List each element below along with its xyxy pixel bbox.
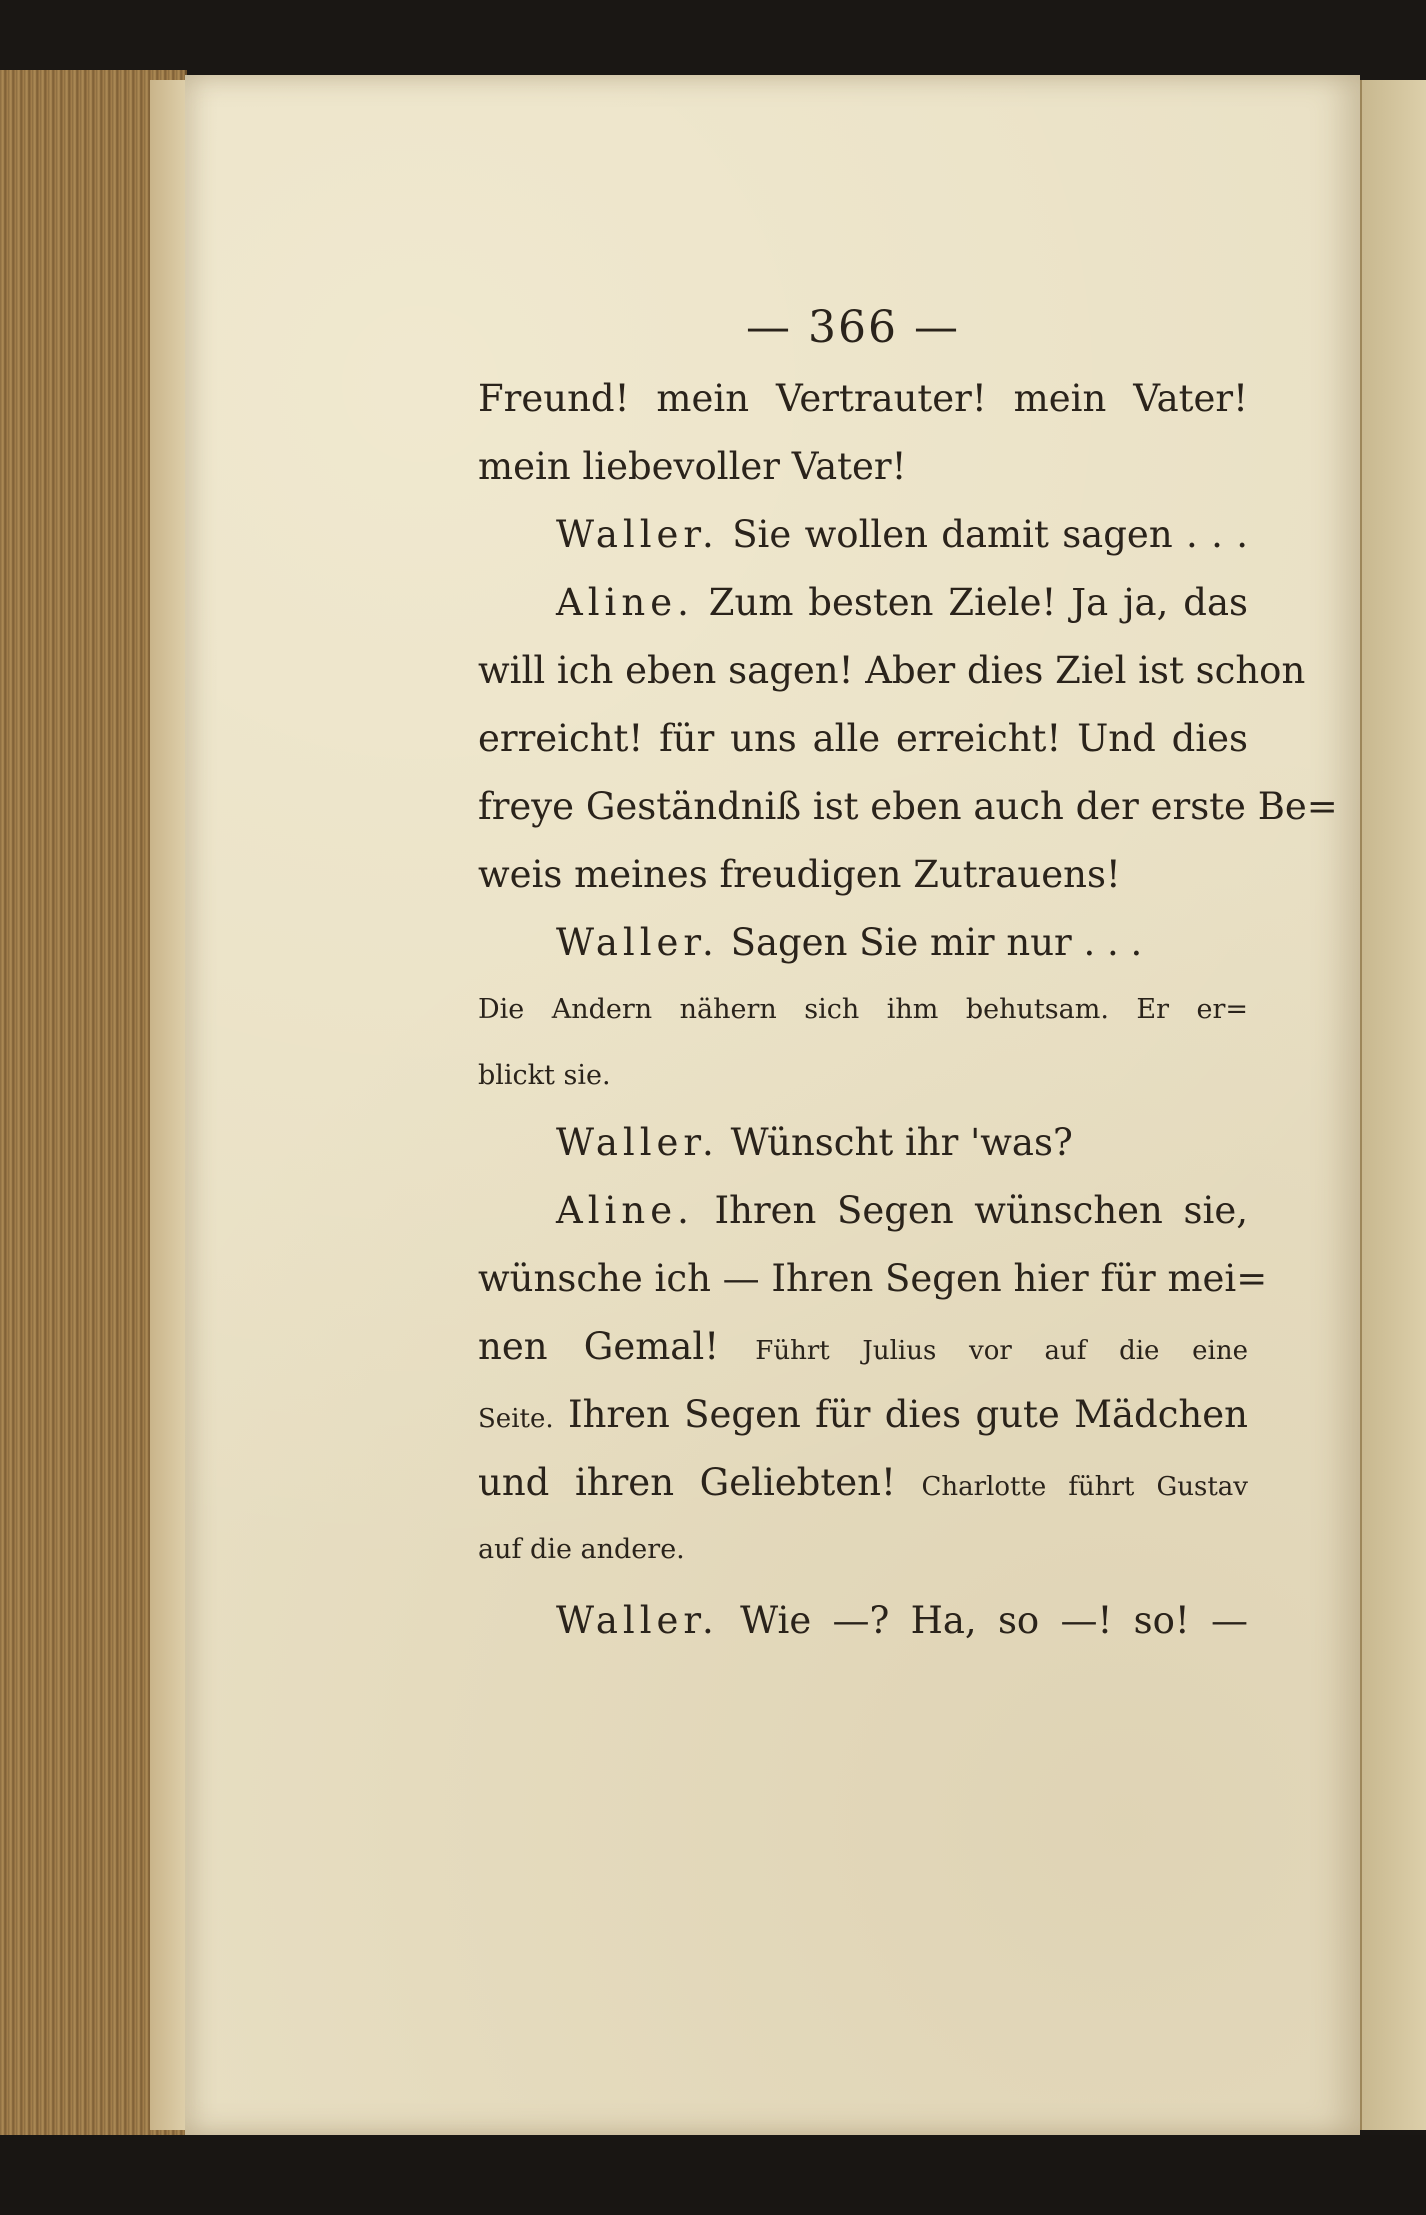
text-line-13: [478, 1177, 1248, 1245]
text-line-1: [478, 365, 1248, 433]
line-text: Sagen Sie mir nur . . .: [730, 921, 1143, 964]
text-line-6: [478, 705, 1248, 773]
page-number: — 366 —: [746, 302, 960, 353]
line-text: weis meines freudigen Zutrauens!: [478, 853, 1121, 896]
line-text: Zum besten Ziele! Ja ja, das: [708, 581, 1249, 624]
line-text: Wünscht ihr 'was?: [730, 1121, 1073, 1164]
stage-direction: blickt sie.: [478, 1060, 611, 1091]
text-line-17: [478, 1449, 1248, 1517]
stage-direction-line-2: [478, 1043, 1248, 1109]
line-text: Sie wollen damit sagen . . .: [732, 513, 1248, 556]
text-line-19: [478, 1587, 1248, 1655]
text-line-12: [478, 1109, 1248, 1177]
speaker-name: Waller.: [556, 513, 719, 556]
line-text: erreicht! für uns alle erreicht! Und dies: [478, 717, 1248, 760]
line-text: Wie —? Ha, so —! so! —: [740, 1599, 1249, 1642]
text-line-16: [478, 1381, 1248, 1449]
text-line-14: [478, 1245, 1268, 1313]
speaker-name: Waller.: [556, 921, 719, 964]
line-text: wünsche ich — Ihren Segen hier für mei=: [478, 1257, 1268, 1300]
text-line-8: [478, 841, 1248, 909]
next-page-sliver: [1360, 80, 1426, 2130]
speaker-name: Aline.: [556, 581, 694, 624]
text-line-4: [478, 569, 1248, 637]
page-text: [478, 290, 1338, 1655]
line-text: Ihren Segen für dies gute Mädchen: [567, 1393, 1248, 1436]
text-line-15: [478, 1313, 1248, 1381]
stage-direction: Führt Julius vor auf die eine: [755, 1336, 1248, 1366]
stage-direction-line-3: [478, 1517, 1248, 1583]
line-text: will ich eben sagen! Aber dies Ziel ist schon: [478, 649, 1306, 692]
stage-direction-line-1: [478, 977, 1248, 1043]
text-line-2: [478, 433, 1248, 501]
line-text: nen Gemal!: [478, 1325, 720, 1368]
line-text: freye Geständniß ist eben auch der erste Be=: [478, 785, 1338, 828]
speaker-name: Waller.: [556, 1599, 719, 1642]
text-line-7: [478, 773, 1338, 841]
stage-direction: auf die andere.: [478, 1534, 685, 1565]
speaker-name: Aline.: [556, 1189, 694, 1232]
text-line-5: [478, 637, 1306, 705]
stage-direction: Seite.: [478, 1404, 554, 1434]
text-line-3: [478, 501, 1248, 569]
text-line-9: [478, 909, 1248, 977]
stage-direction: Die Andern nähern sich ihm behutsam. Er er=: [478, 994, 1248, 1025]
page-gutter: [150, 80, 190, 2130]
line-text: mein liebevoller Vater!: [478, 445, 907, 488]
line-text: und ihren Geliebten!: [478, 1461, 896, 1504]
line-text: Freund! mein Vertrauter! mein Vater!: [478, 377, 1248, 420]
line-text: Ihren Segen wünschen sie,: [714, 1189, 1248, 1232]
stage-direction: Charlotte führt Gustav: [921, 1472, 1249, 1502]
scan-background-bottom: [0, 2135, 1426, 2215]
speaker-name: Waller.: [556, 1121, 719, 1164]
